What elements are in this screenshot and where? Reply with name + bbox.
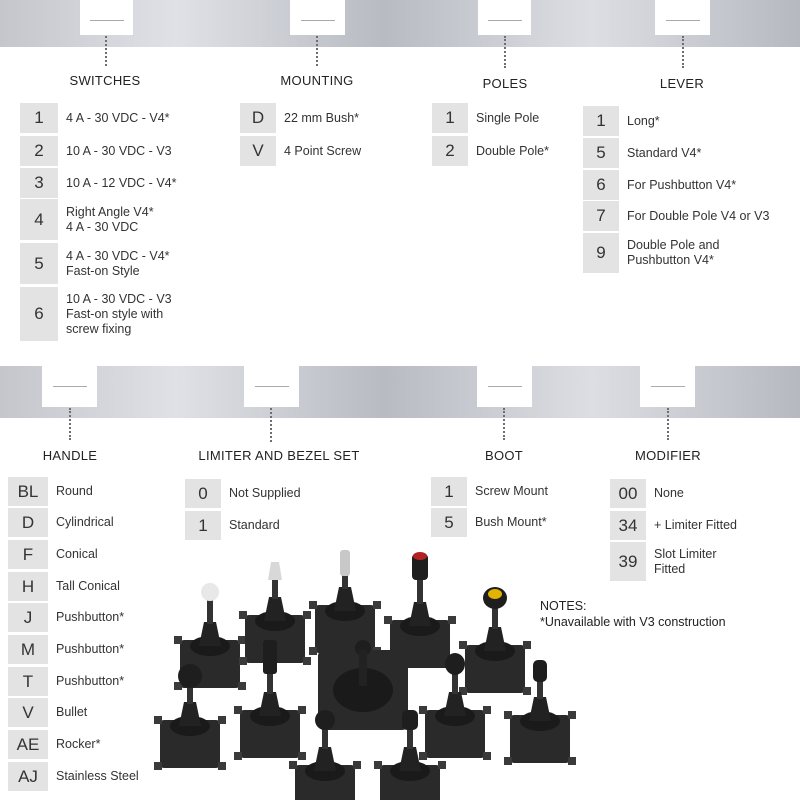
- handle-option[interactable]: [8, 508, 114, 537]
- option-label: Standard V4*: [627, 145, 702, 160]
- mounting-code-slot[interactable]: [290, 0, 345, 35]
- option-label: Conical: [56, 547, 98, 561]
- notes-text: *Unavailable with V3 construction: [540, 615, 726, 629]
- joystick-product-photo: [150, 540, 580, 800]
- option-label: screw fixing: [66, 321, 132, 336]
- option-code: 2: [432, 136, 468, 166]
- mounting-heading: MOUNTING: [280, 73, 354, 88]
- switches-option[interactable]: [20, 136, 172, 166]
- option-code: 1: [432, 103, 468, 133]
- option-code: 3: [20, 168, 58, 198]
- option-label: Pushbutton*: [56, 642, 125, 656]
- option-code: BL: [8, 477, 48, 506]
- option-code: 6: [20, 287, 58, 341]
- poles-code-slot[interactable]: [478, 0, 531, 35]
- option-code: V: [240, 136, 276, 166]
- handle-option[interactable]: [8, 477, 93, 506]
- switches-leader: [105, 36, 107, 66]
- option-label: Not Supplied: [229, 486, 301, 500]
- lever-option[interactable]: [583, 138, 701, 168]
- option-code: 5: [431, 508, 467, 537]
- option-label: Right Angle V4*: [66, 204, 154, 219]
- switches-option[interactable]: [20, 243, 170, 284]
- option-label: Pushbutton V4*: [627, 253, 714, 267]
- option-code: 39: [610, 542, 646, 581]
- option-code: J: [8, 603, 48, 632]
- option-code: 4: [20, 199, 58, 240]
- lever-option[interactable]: [583, 170, 736, 200]
- option-code: D: [240, 103, 276, 133]
- option-label: Standard: [229, 518, 280, 532]
- boot-leader: [503, 408, 505, 440]
- option-label: Screw Mount: [475, 484, 548, 498]
- option-label: 10 A - 30 VDC - V3: [66, 143, 172, 158]
- switches-option[interactable]: [20, 103, 170, 133]
- handle-option[interactable]: [8, 603, 124, 632]
- option-code: T: [8, 667, 48, 696]
- poles-heading: POLES: [482, 76, 528, 91]
- boot-heading: BOOT: [484, 448, 524, 463]
- option-label: Fitted: [654, 561, 686, 576]
- option-code: V: [8, 698, 48, 727]
- option-label: Tall Conical: [56, 579, 120, 593]
- mounting-leader: [316, 36, 318, 66]
- option-label: Cylindrical: [56, 515, 114, 529]
- switches-option[interactable]: [20, 287, 172, 341]
- limiter-option[interactable]: [185, 479, 301, 508]
- poles-leader: [504, 36, 506, 68]
- notes-title: NOTES:: [540, 599, 587, 613]
- option-label: Long*: [627, 113, 660, 128]
- option-code: 9: [583, 233, 619, 273]
- option-label: Stainless Steel: [56, 769, 139, 783]
- option-code: M: [8, 635, 48, 664]
- option-label: Pushbutton*: [56, 674, 125, 688]
- poles-option[interactable]: [432, 103, 539, 133]
- handle-option[interactable]: [8, 540, 98, 569]
- option-code: 1: [583, 106, 619, 136]
- boot-code-slot[interactable]: [477, 366, 532, 407]
- option-code: AE: [8, 730, 48, 759]
- option-label: 4 A - 30 VDC - V4*: [66, 110, 170, 125]
- option-label: Round: [56, 484, 93, 498]
- poles-option[interactable]: [432, 136, 549, 166]
- option-label: + Limiter Fitted: [654, 518, 738, 532]
- modifier-leader: [667, 408, 669, 440]
- option-label: Slot Limiter: [654, 546, 717, 561]
- switches-option[interactable]: [20, 168, 176, 198]
- option-code: D: [8, 508, 48, 537]
- handle-option[interactable]: [8, 667, 124, 696]
- joystick-5: [459, 587, 531, 695]
- handle-heading: HANDLE: [42, 448, 98, 463]
- option-label: 10 A - 12 VDC - V4*: [66, 175, 177, 190]
- joystick-3: [309, 550, 381, 655]
- limiter-code-slot[interactable]: [244, 366, 299, 407]
- limiter-heading: LIMITER AND BEZEL SET: [198, 448, 360, 463]
- option-code: 1: [431, 477, 467, 506]
- option-code: 6: [583, 170, 619, 200]
- option-label: 4 A - 30 VDC - V4*: [66, 248, 170, 263]
- handle-option[interactable]: [8, 730, 100, 759]
- option-code: AJ: [8, 762, 48, 791]
- modifier-heading: MODIFIER: [635, 448, 701, 463]
- option-label: Single Pole: [476, 110, 540, 125]
- lever-option[interactable]: [583, 233, 719, 273]
- option-code: 7: [583, 201, 619, 231]
- option-label: Fast-on Style: [66, 263, 140, 278]
- option-code: 00: [610, 479, 646, 508]
- handle-leader: [69, 408, 71, 440]
- lever-leader: [682, 36, 684, 68]
- modifier-option[interactable]: [610, 511, 737, 540]
- option-code: 2: [20, 136, 58, 166]
- handle-code-slot[interactable]: [42, 366, 97, 407]
- option-label: Bullet: [56, 705, 88, 719]
- handle-option[interactable]: [8, 698, 87, 727]
- lever-code-slot[interactable]: [655, 0, 710, 35]
- boot-option[interactable]: [431, 477, 548, 506]
- modifier-option[interactable]: [610, 542, 717, 581]
- option-code: 1: [20, 103, 58, 133]
- handle-option[interactable]: [8, 762, 139, 791]
- option-code: F: [8, 540, 48, 569]
- limiter-leader: [270, 408, 272, 442]
- option-code: 34: [610, 511, 646, 540]
- switches-code-slot[interactable]: [80, 0, 133, 35]
- option-label: None: [654, 486, 684, 500]
- lever-option[interactable]: [583, 201, 769, 231]
- option-label: Double Pole*: [476, 143, 549, 158]
- switches-option[interactable]: [20, 199, 154, 240]
- modifier-option[interactable]: [610, 479, 684, 508]
- option-code: 5: [20, 243, 58, 284]
- option-code: 5: [583, 138, 619, 168]
- lever-option[interactable]: [583, 106, 660, 136]
- option-label: For Double Pole V4 or V3: [627, 208, 770, 223]
- option-label: 4 A - 30 VDC: [66, 219, 139, 234]
- option-label: Bush Mount*: [475, 515, 547, 529]
- option-label: 22 mm Bush*: [284, 110, 360, 125]
- option-label: Pushbutton*: [56, 610, 125, 624]
- lever-heading: LEVER: [659, 76, 705, 91]
- modifier-code-slot[interactable]: [640, 366, 695, 407]
- option-label: For Pushbutton V4*: [627, 177, 737, 192]
- option-code: 0: [185, 479, 221, 508]
- option-code: 1: [185, 511, 221, 540]
- boot-option[interactable]: [431, 508, 547, 537]
- mounting-option[interactable]: [240, 136, 361, 166]
- switches-heading: SWITCHES: [69, 73, 141, 88]
- limiter-option[interactable]: [185, 511, 280, 540]
- handle-option[interactable]: [8, 572, 120, 601]
- option-label: Fast-on style with: [66, 306, 164, 321]
- option-label: Rocker*: [56, 737, 101, 751]
- option-label: 4 Point Screw: [284, 143, 362, 158]
- handle-option[interactable]: [8, 635, 124, 664]
- option-label: Double Pole and: [627, 238, 720, 252]
- option-label: 10 A - 30 VDC - V3: [66, 291, 172, 306]
- option-code: H: [8, 572, 48, 601]
- mounting-option[interactable]: [240, 103, 359, 133]
